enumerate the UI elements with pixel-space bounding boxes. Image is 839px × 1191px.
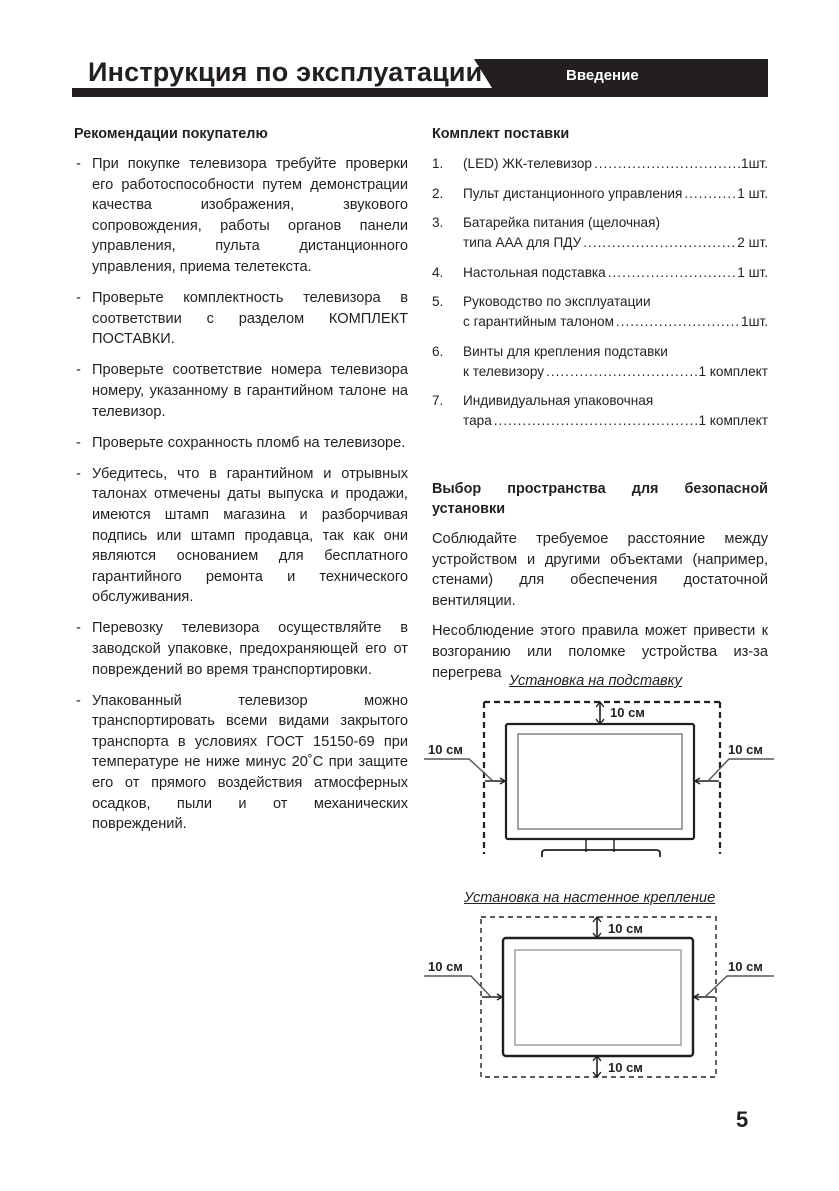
list-item [74,288,408,350]
kit-item-quantity: 1шт. [741,156,768,171]
placement-heading: Выбор пространства для безопасной установки [432,481,768,517]
kit-item-quantity: 1 комплект [698,363,768,379]
kit-item-quantity: 1 шт. [737,264,768,280]
kit-item [432,184,768,204]
placement-paragraph: Соблюдайте требуемое расстояние между устройством и другими объектами (например, стенами) для обеспечения достаточной вентиляции. [432,531,768,609]
recommendations-heading: Рекомендации покупателю [74,126,268,142]
left-clearance-label: 10 см [428,742,463,757]
kit-item-number: 7. [432,393,444,408]
leader-dots [544,362,698,382]
top-clearance-label: 10 см [608,921,643,936]
kit-item-first-line: Винты для крепления подставки [463,343,668,359]
list-item [74,433,408,454]
kit-item [432,213,768,253]
kit-item [432,292,768,332]
kit-item-number: 3. [432,215,444,230]
kit-item-label: типа ААА для ПДУ [463,235,582,250]
leader-dots [614,312,741,332]
bullet-dash: - [76,620,81,637]
kit-item-label: Настольная подставка [463,264,606,280]
placement-paragraph: Несоблюдение этого правила может привести к возгоранию или поломке устройства из-за перегрева [432,623,768,681]
list-item-text: Перевозку телевизора осуществляйте в заводской упаковке, предохраняющей его от повреждений во время транспортировки. [92,620,408,678]
left-label-leader [424,759,493,781]
right-clearance-label: 10 см [728,742,763,757]
list-item-text: Проверьте соответствие номера телевизора номеру, указанному в гарантийном талоне на телевизор. [92,362,408,420]
leader-dots [581,233,737,253]
list-item [74,154,408,278]
list-item-text: Упакованный телевизор можно транспортировать всеми видами закрытого транспорта в условиях ГОСТ 15150-69 при температуре не ниже минус 20˚С при защите его от прямого воздействия атмосферных осадков, пыли и от механических повреждений. [92,692,408,833]
tv-stand-base [542,850,660,857]
kit-item-quantity: 2 шт. [737,235,768,250]
leader-dots [606,263,738,283]
right-label-leader [708,759,774,781]
left-clearance-label: 10 см [428,959,463,974]
bullet-dash: - [76,434,81,451]
bullet-dash: - [76,692,81,709]
kit-item-first-line: Индивидуальная упаковочная [463,393,654,408]
kit-item [432,391,768,431]
kit-item [432,154,768,174]
kit-item-number: 6. [432,343,444,359]
tv-bezel [506,724,694,839]
bullet-dash: - [76,362,81,379]
list-item [74,618,408,680]
list-item-text: При покупке телевизора требуйте проверки его работоспособности путем демонстрации качества изображения, звукового сопровождения, работы органов панели управления, пульта дистанционного управления, приема телетекста. [92,156,408,275]
kit-item-quantity: 1шт. [741,314,768,329]
leader-dots [592,154,741,174]
section-title: Введение [566,67,639,84]
list-item-text: Проверьте сохранность пломб на телевизоре. [92,434,406,451]
kit-heading: Комплект поставки [432,126,570,142]
tv-screen [518,734,682,829]
leader-dots [682,184,737,204]
kit-item-number: 2. [432,185,444,201]
list-item [74,691,408,835]
recommendations-column [74,124,408,845]
kit-item-first-line: Руководство по эксплуатации [463,294,651,309]
kit-item-label: к телевизору [463,363,545,379]
leader-dots [492,411,699,431]
page-number: 5 [736,1107,749,1132]
kit-list [432,154,768,431]
bullet-dash: - [76,156,81,172]
tv-bezel [503,938,693,1056]
kit-item-number: 1. [432,156,444,171]
document-title: Инструкция по эксплуатации [88,57,483,87]
kit-item-quantity: 1 комплект [698,413,768,428]
recommendations-list [74,154,408,835]
right-clearance-label: 10 см [728,959,763,974]
kit-item-first-line: Батарейка питания (щелочная) [463,215,660,230]
kit-item-label: с гарантийным талоном [463,314,614,329]
kit-item-label: (LED) ЖК-телевизор [463,156,592,171]
kit-item [432,263,768,283]
stand-clearance-diagram [424,692,774,857]
kit-item-quantity: 1 шт. [737,185,768,201]
header-rule [72,88,492,97]
wall-mount-clearance-diagram [424,912,774,1082]
bottom-clearance-label: 10 см [608,1060,643,1075]
tv-screen [515,950,681,1045]
figure-caption-wall-mount: Установка на настенное крепление [464,890,716,906]
kit-item-number: 4. [432,264,444,280]
top-clearance-label: 10 см [610,705,645,720]
list-item [74,464,408,608]
list-item [74,360,408,422]
list-item-text: Проверьте комплектность телевизора в соответствии с разделом КОМПЛЕКТ ПОСТАВКИ. [92,290,408,348]
kit-and-placement-column [432,124,768,693]
kit-item-label: Пульт дистанционного управления [463,185,683,201]
kit-item-label: тара [463,413,492,428]
kit-item [432,342,768,382]
bullet-dash: - [76,290,81,307]
list-item-text: Убедитесь, что в гарантийном и отрывных талонах отмечены даты выпуска и продажи, имеются штамп магазина и разборчивая подпись или штамп продавца, так как они являются основанием для бесплатного гарантийного ремонта и технического обслуживания. [92,465,408,606]
figure-caption-stand: Установка на подставку [509,673,682,689]
kit-item-number: 5. [432,294,444,309]
bullet-dash: - [76,465,81,482]
